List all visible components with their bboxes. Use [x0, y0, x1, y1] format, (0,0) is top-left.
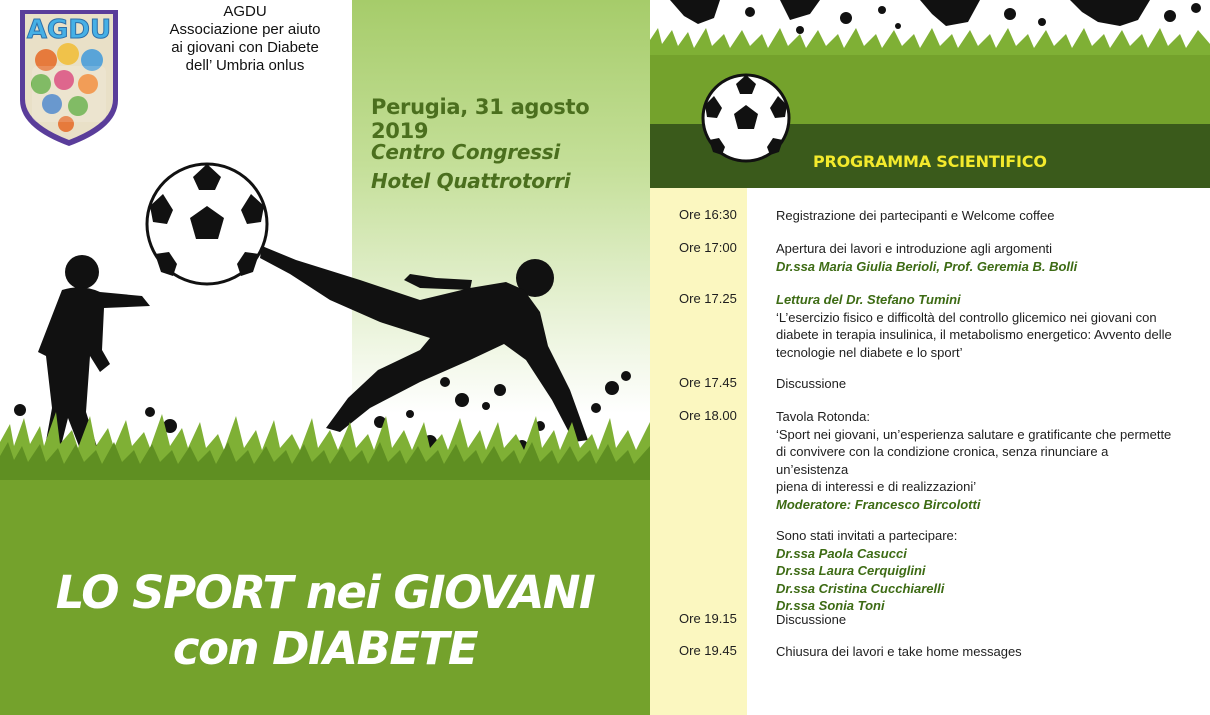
- invited-label: Sono stati invitati a partecipare:: [776, 528, 958, 543]
- grass-header: [650, 0, 1210, 60]
- association-line: dell’ Umbria onlus: [185, 57, 305, 74]
- schedule-time: Ore 17.25: [679, 291, 737, 306]
- schedule-time: Ore 19.15: [679, 611, 737, 626]
- schedule-text: Chiusura dei lavori e take home messages: [776, 644, 1022, 659]
- schedule-quote-line: tecnologie nel diabete e lo sport’: [776, 344, 963, 360]
- football-icon: [147, 164, 267, 284]
- association-line: ai giovani con Diabete: [171, 39, 319, 56]
- schedule-text: Apertura dei lavori e introduzione agli argomenti: [776, 241, 1053, 256]
- venue-line: Centro Congressi: [371, 140, 560, 164]
- flyer-programme: [650, 0, 1210, 715]
- schedule-speakers: Dr.ssa Maria Giulia Berioli, Prof. Geremia B. Bolli: [776, 258, 1078, 274]
- grass-strip: [0, 412, 650, 480]
- schedule-time: Ore 18.00: [679, 408, 737, 423]
- invited-name: Dr.ssa Cristina Cucchiarelli: [776, 580, 945, 596]
- venue-line: Hotel Quattrotorri: [371, 169, 571, 193]
- title-line: LO SPORT nei GIOVANI: [55, 566, 595, 619]
- association-line: Associazione per aiuto: [169, 21, 321, 38]
- schedule-content: [776, 375, 1176, 393]
- schedule-text: Tavola Rotonda:: [776, 409, 870, 424]
- invited-name: Dr.ssa Sonia Toni: [776, 598, 885, 613]
- schedule-text: Registrazione dei partecipanti e Welcome coffee: [776, 208, 1055, 223]
- football-illustration: [0, 150, 650, 480]
- schedule-content: [776, 611, 1176, 629]
- football-icon: [700, 72, 792, 164]
- schedule-quote-line: diabete in terapia insulinica, il metabolismo energetico: Avvento delle: [776, 327, 1172, 342]
- schedule-quote-line: di convivere con la condizione cronica, senza rinunciare a un’esistenza: [776, 444, 1109, 477]
- schedule-content: [776, 207, 1176, 225]
- schedule-lecture: Lettura del Dr. Stefano Tumini: [776, 292, 961, 307]
- title-line: con DIABETE: [172, 622, 478, 675]
- schedule-content: [776, 408, 1176, 615]
- event-date: Perugia, 31 agosto 2019: [371, 95, 590, 143]
- logo-lettering: AGDU: [26, 15, 112, 45]
- kicker-silhouette: [260, 246, 588, 442]
- schedule-quote-line: ‘Sport nei giovani, un’esperienza salutare e gratificante che permette: [776, 426, 1172, 442]
- event-title: [0, 565, 650, 677]
- schedule-content: [776, 240, 1176, 275]
- schedule-time: Ore 17:00: [679, 240, 737, 255]
- schedule-moderator: Moderatore: Francesco Bircolotti: [776, 496, 981, 512]
- schedule-time: Ore 19.45: [679, 643, 737, 658]
- schedule-quote-line: ‘L’esercizio fisico e difficoltà del controllo glicemico nei giovani con: [776, 309, 1157, 325]
- invited-name: Dr.ssa Laura Cerquiglini: [776, 563, 926, 578]
- schedule-content: [776, 643, 1176, 661]
- time-column: [650, 188, 747, 715]
- invited-name: Dr.ssa Paola Casucci: [776, 545, 907, 561]
- schedule-content: [776, 291, 1176, 361]
- schedule-quote-line: piena di interessi e di realizzazioni’: [776, 479, 977, 494]
- association-acronym: AGDU: [223, 3, 267, 20]
- schedule-text: Discussione: [776, 612, 847, 627]
- schedule-text: Discussione: [776, 376, 847, 391]
- programme-title: PROGRAMMA SCIENTIFICO: [813, 152, 1047, 171]
- agdu-logo: [6, 0, 132, 148]
- schedule-time: Ore 17.45: [679, 375, 737, 390]
- association-name: [150, 3, 340, 75]
- schedule-time: Ore 16:30: [679, 207, 737, 222]
